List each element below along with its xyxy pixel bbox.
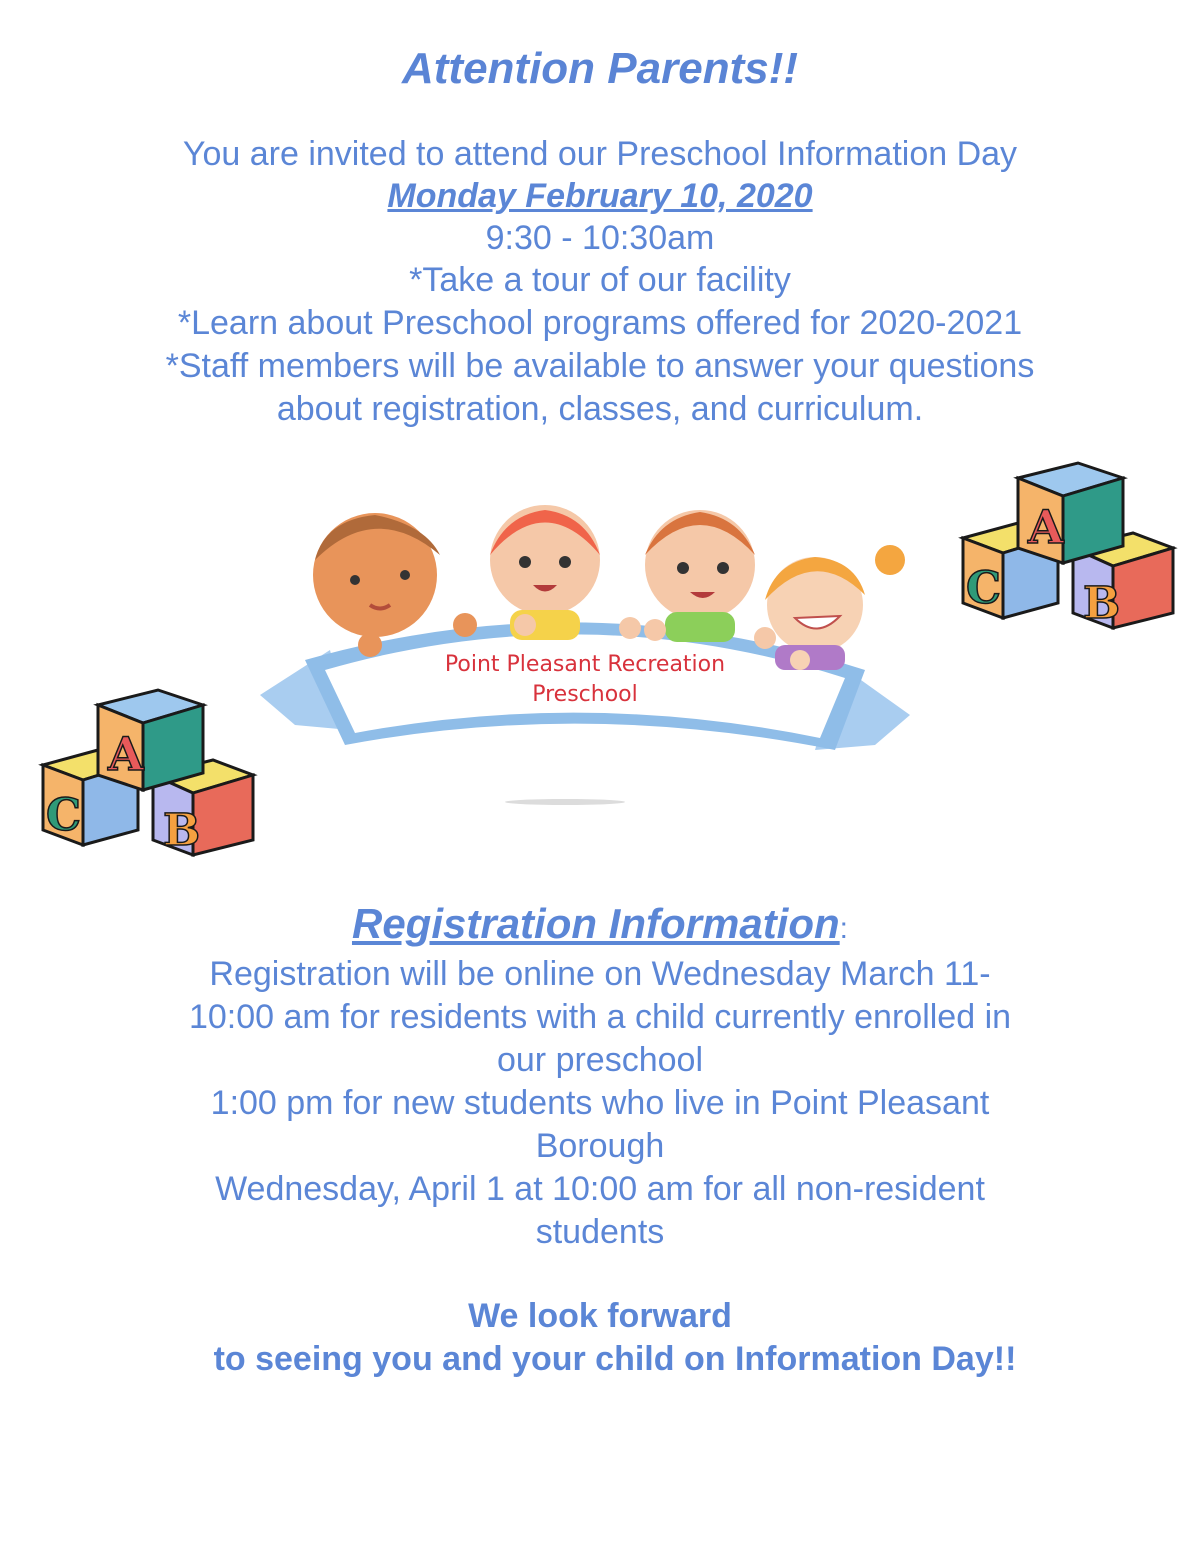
svg-text:A: A [108,727,144,781]
svg-text:C: C [46,790,82,841]
banner-line-1: Point Pleasant Recreation [444,652,726,677]
abc-blocks-right [958,458,1183,638]
banner-line-2: Preschool [532,682,638,707]
page-title: Attention Parents!! [402,44,798,93]
registration-line: 1:00 pm for new students who live in Point Pleasant [210,1084,990,1122]
registration-line: 10:00 am for residents with a child currently enrolled in [188,998,1012,1036]
bullet-staff-cont: about registration, classes, and curriculum. [276,390,924,428]
event-time: 9:30 - 10:30am [485,219,715,257]
registration-line: Borough [535,1127,665,1165]
bullet-tour: *Take a tour of our facility [409,261,791,299]
svg-text:B: B [1083,578,1121,629]
svg-text:A: A [1028,500,1064,554]
registration-line: Registration will be online on Wednesday March 11- [209,955,991,993]
registration-line: Wednesday, April 1 at 10:00 am for all non-resident [215,1170,985,1208]
bullet-programs: *Learn about Preschool programs offered for 2020-2021 [177,304,1023,342]
invitation-intro: You are invited to attend our Preschool Information Day [182,135,1018,173]
registration-heading-text: Registration Information [351,900,840,947]
registration-heading-colon: : [839,912,849,945]
registration-line: students [535,1213,665,1251]
abc-blocks-icon [958,458,1183,633]
svg-text:B: B [163,805,201,856]
closing-line-2: to seeing you and your child on Information Day!! [213,1340,1017,1378]
abc-blocks-icon [38,685,263,860]
abc-blocks-left [38,685,263,865]
registration-heading [0,900,1200,948]
closing-line-1: We look forward [468,1297,732,1335]
event-date: Monday February 10, 2020 [387,177,813,215]
svg-text:C: C [966,563,1002,614]
preschool-banner [255,500,915,820]
bullet-staff: *Staff members will be available to answer your questions [165,347,1035,385]
registration-line: our preschool [496,1041,703,1079]
